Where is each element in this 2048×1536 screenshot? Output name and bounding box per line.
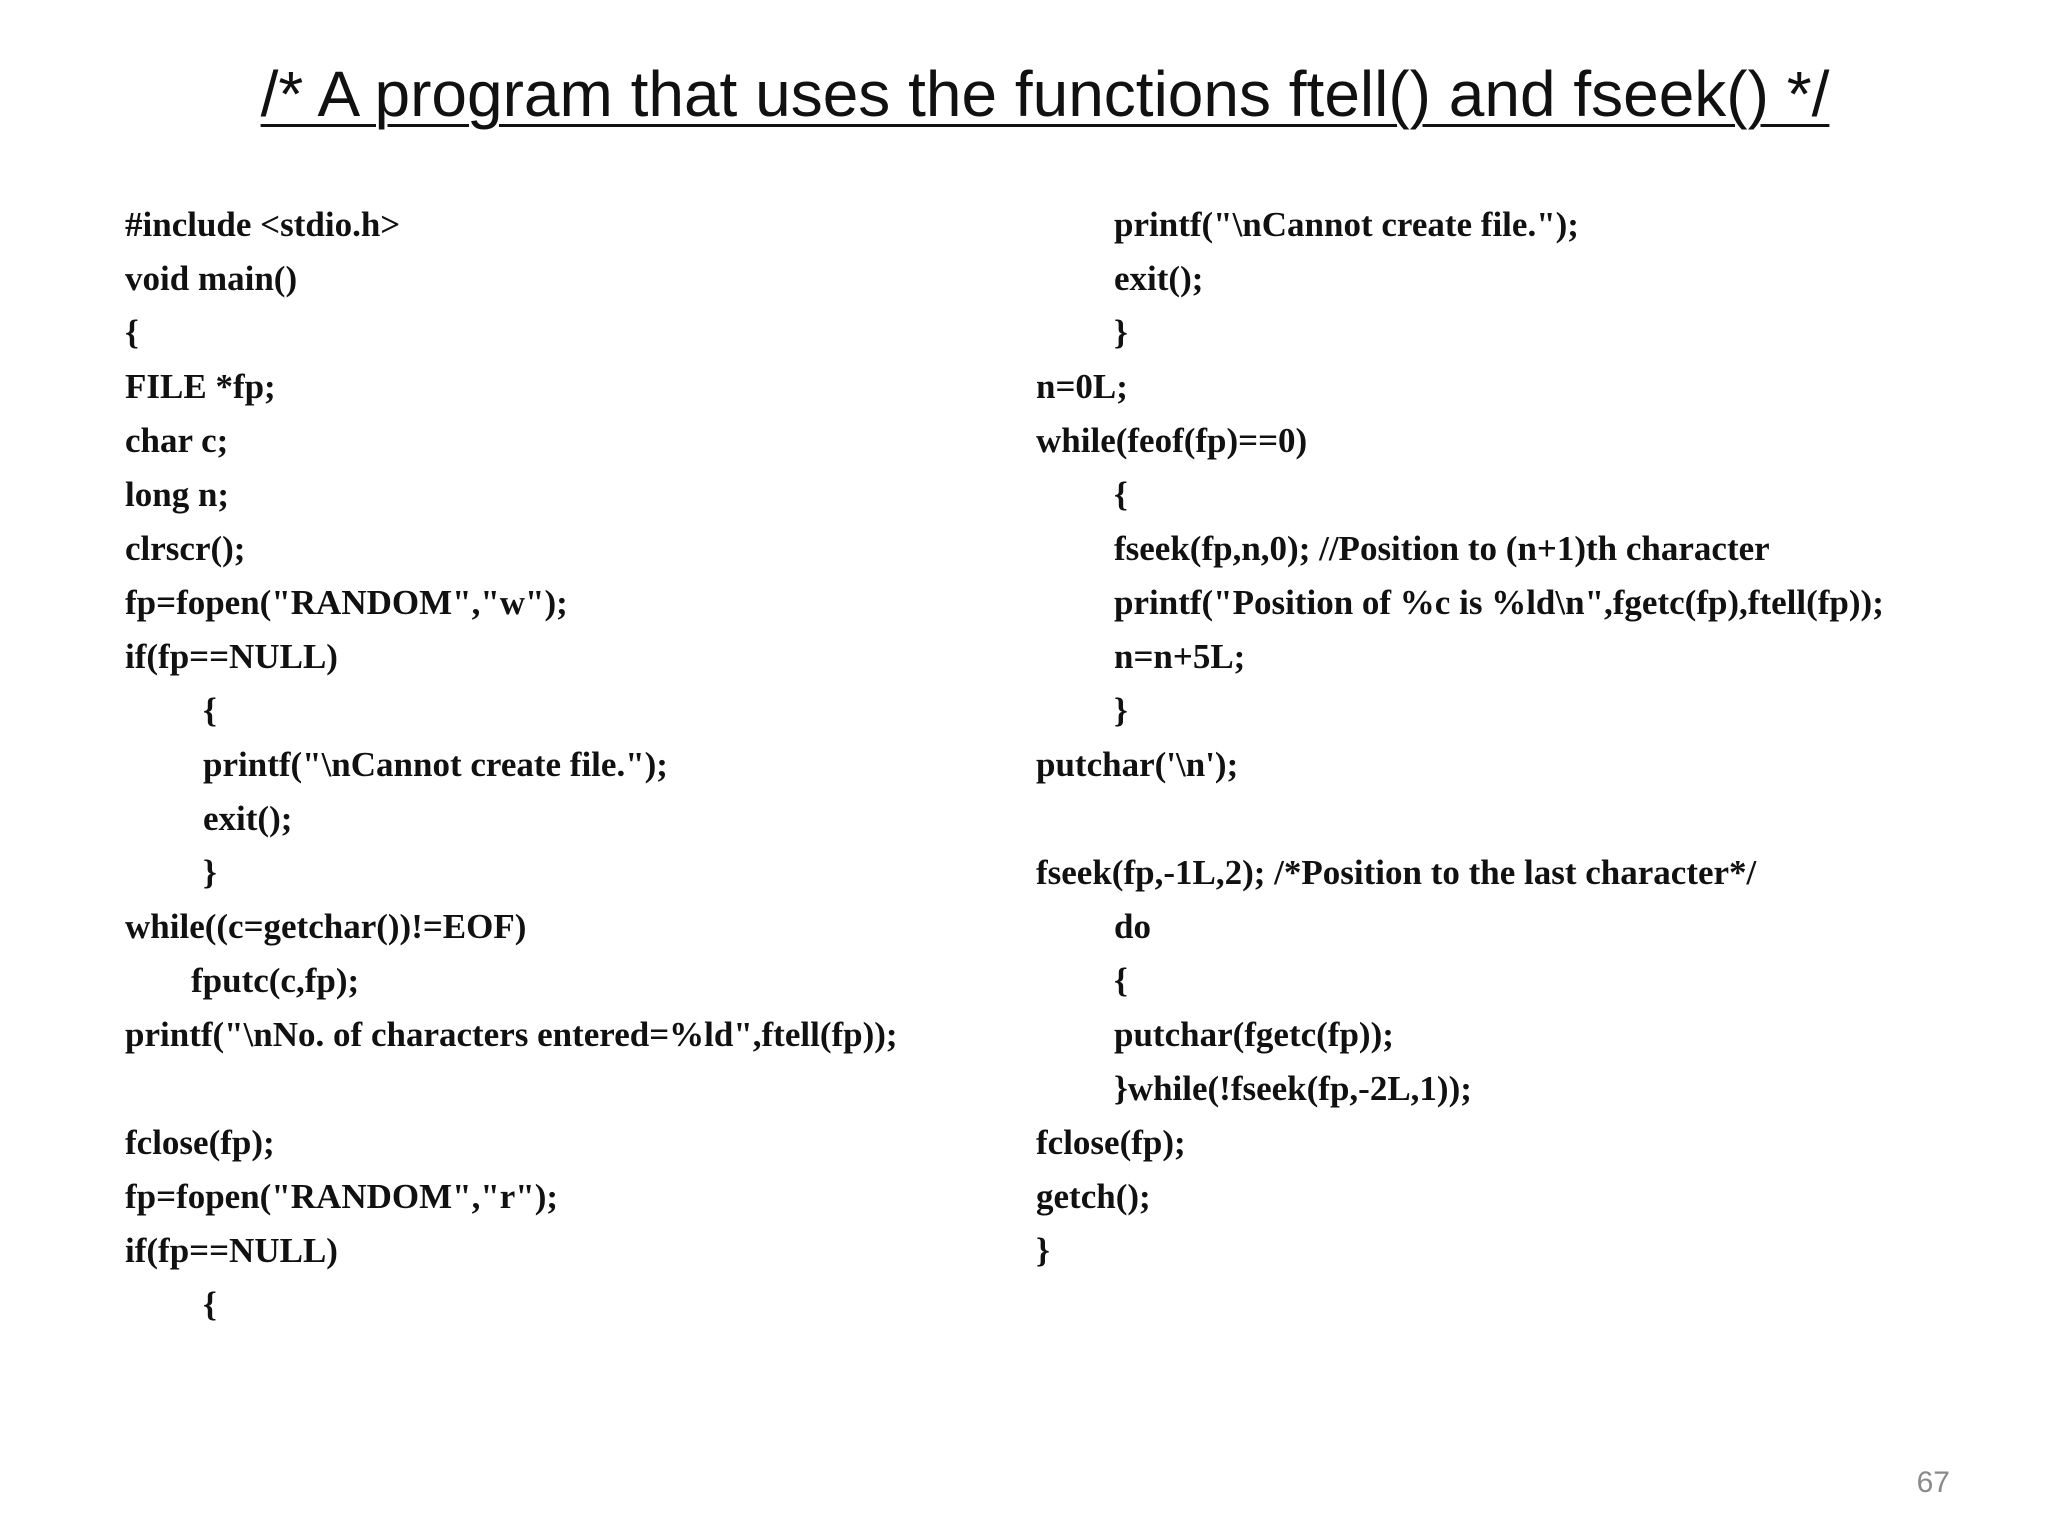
code-line: {	[125, 313, 139, 352]
code-line: #include <stdio.h>	[125, 205, 401, 244]
code-line: do	[1114, 907, 1151, 946]
code-line: }	[1036, 1231, 1050, 1270]
code-line: if(fp==NULL)	[125, 637, 338, 676]
code-line: printf("\nNo. of characters entered=%ld",ftell(fp));	[125, 1015, 898, 1054]
code-column-left	[125, 198, 1005, 1332]
code-line: }	[1114, 691, 1128, 730]
code-line: exit();	[203, 799, 293, 838]
code-line: getch();	[1036, 1177, 1151, 1216]
code-line: long n;	[125, 475, 230, 514]
code-line: n=n+5L;	[1114, 637, 1246, 676]
code-line: fseek(fp,n,0); //Position to (n+1)th character	[1114, 529, 1770, 568]
code-line: n=0L;	[1036, 367, 1128, 406]
code-line: exit();	[1114, 259, 1204, 298]
code-line: {	[203, 1285, 217, 1324]
code-line: putchar(fgetc(fp));	[1114, 1015, 1394, 1054]
code-line: void main()	[125, 259, 298, 298]
code-line: clrscr();	[125, 529, 246, 568]
slide-title: /* A program that uses the functions ftell() and fseek() */	[260, 58, 1830, 130]
code-line: fclose(fp);	[1036, 1123, 1186, 1162]
code-line: FILE *fp;	[125, 367, 276, 406]
code-line: }	[1114, 313, 1128, 352]
code-line: while(feof(fp)==0)	[1036, 421, 1308, 460]
code-line: fputc(c,fp);	[191, 961, 360, 1000]
code-line: printf("Position of %c is %ld\n",fgetc(fp),ftell(fp));	[1114, 583, 1884, 622]
code-line: fp=fopen("RANDOM","w");	[125, 583, 568, 622]
code-line: {	[203, 691, 217, 730]
code-line: char c;	[125, 421, 229, 460]
code-line: fseek(fp,-1L,2); /*Position to the last character*/	[1036, 853, 1757, 892]
page-number: 67	[1916, 1466, 1950, 1499]
code-line: {	[1114, 961, 1128, 1000]
code-line: putchar('\n');	[1036, 745, 1239, 784]
code-line: fclose(fp);	[125, 1123, 275, 1162]
code-column-right	[1036, 198, 1996, 1278]
code-line: printf("\nCannot create file.");	[203, 745, 668, 784]
code-line: if(fp==NULL)	[125, 1231, 338, 1270]
code-line: printf("\nCannot create file.");	[1114, 205, 1579, 244]
code-line: }while(!fseek(fp,-2L,1));	[1114, 1069, 1472, 1108]
code-line: fp=fopen("RANDOM","r");	[125, 1177, 559, 1216]
code-line: {	[1114, 475, 1128, 514]
code-line	[125, 1062, 1005, 1116]
code-line	[1036, 792, 1996, 846]
code-line: }	[203, 853, 217, 892]
code-line: while((c=getchar())!=EOF)	[125, 907, 527, 946]
